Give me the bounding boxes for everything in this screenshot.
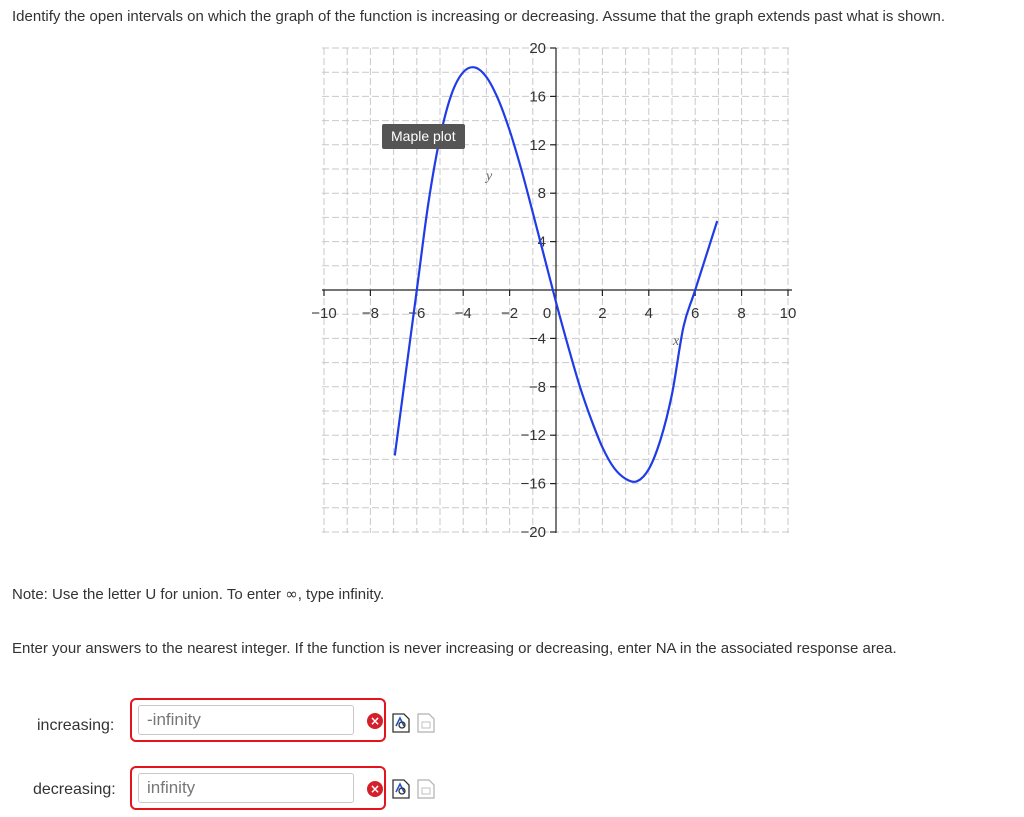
question-prompt: Identify the open intervals on which the graph of the function is increasing or decreasing. Assume that the graph extends past what is shown.	[12, 8, 946, 25]
x-tick-label: 8	[737, 305, 746, 322]
x-tick-label: 2	[598, 305, 607, 322]
x-tick-label: −10	[311, 305, 337, 322]
decreasing-label: decreasing:	[33, 781, 116, 798]
x-tick-label: 0	[542, 305, 552, 322]
instructions-text: Enter your answers to the nearest integer. If the function is never increasing or decreasing, enter NA in the associated response area.	[12, 640, 897, 657]
incorrect-icon: ×	[367, 713, 383, 729]
x-axis-label: x	[673, 334, 680, 349]
y-tick-label: 4	[537, 233, 546, 251]
y-tick-label: 16	[529, 88, 546, 106]
y-tick-label: 20	[529, 40, 546, 57]
preview-icon[interactable]	[392, 779, 410, 799]
document-icon[interactable]	[417, 713, 435, 733]
x-tick-label: −2	[501, 305, 519, 322]
increasing-answer-box	[130, 698, 386, 742]
x-tick-label: −8	[361, 305, 379, 322]
x-tick-label: 6	[691, 305, 700, 322]
maple-plot-tooltip: Maple plot	[382, 124, 465, 149]
decreasing-input[interactable]	[138, 773, 354, 803]
y-tick-label: −4	[528, 330, 546, 348]
y-tick-label: 8	[537, 185, 546, 203]
document-icon[interactable]	[417, 779, 435, 799]
infinity-symbol: ∞	[285, 585, 298, 603]
y-tick-label: −8	[528, 378, 546, 396]
increasing-input[interactable]	[138, 705, 354, 735]
x-tick-label: 4	[644, 305, 653, 322]
x-tick-label: −6	[408, 305, 426, 322]
incorrect-icon: ×	[367, 781, 383, 797]
y-tick-label: 12	[529, 136, 546, 154]
y-tick-label: −12	[520, 427, 546, 445]
x-tick-label: −4	[454, 305, 472, 322]
y-tick-label: −20	[520, 524, 546, 541]
increasing-label: increasing:	[37, 717, 115, 734]
note-text: Note: Use the letter U for union. To enter ∞, type infinity.	[12, 585, 385, 603]
decreasing-answer-box	[130, 766, 386, 810]
y-tick-label: −16	[520, 475, 546, 493]
y-axis-label: y	[486, 169, 493, 184]
preview-icon[interactable]	[392, 713, 410, 733]
x-tick-label: 10	[779, 305, 797, 322]
